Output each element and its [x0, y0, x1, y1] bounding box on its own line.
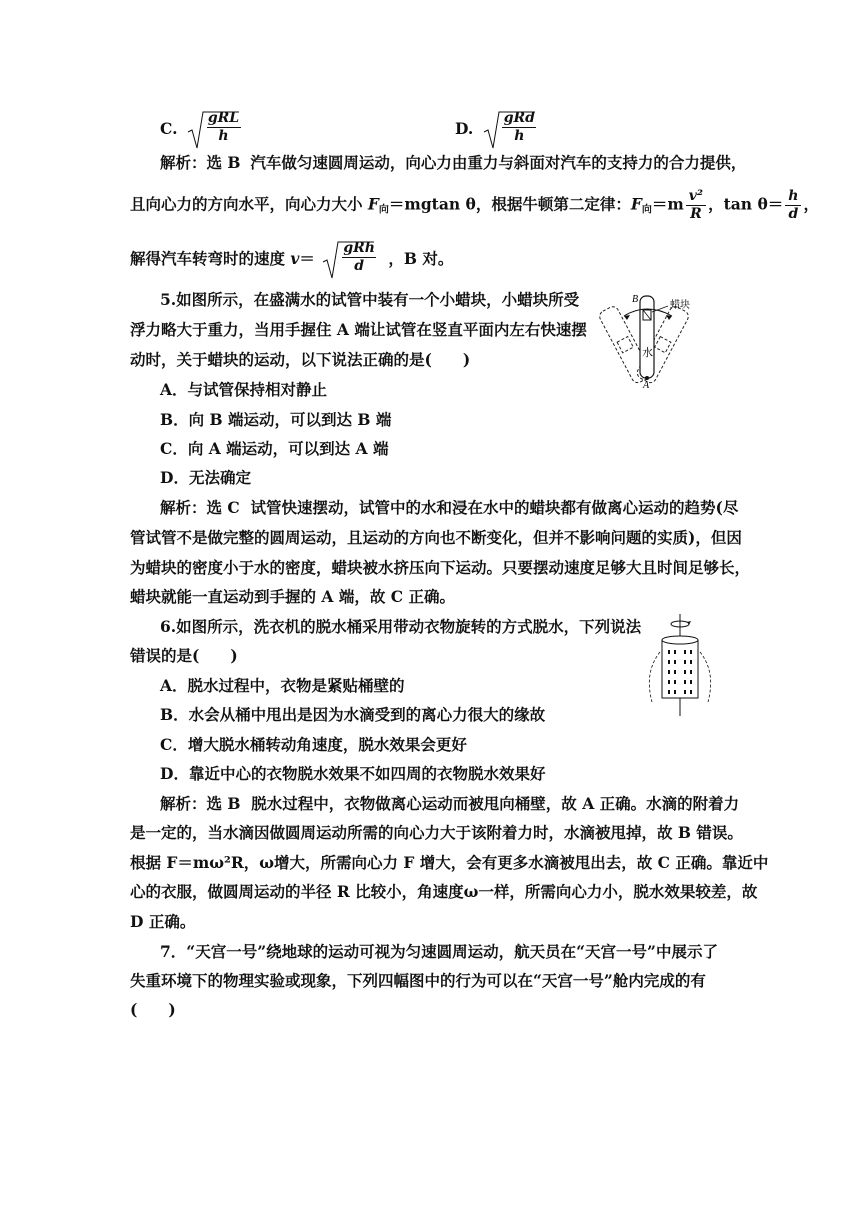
option-c-sqrt — [187, 110, 253, 150]
option-d-label: D. — [455, 119, 474, 138]
q6-stem-line-1: 6.如图所示，洗衣机的脱水桶采用带动衣物旋转的方式脱水，下列说法 — [160, 617, 642, 636]
q6-analysis-line-1 — [160, 793, 739, 815]
option-c-label: C. — [160, 119, 178, 138]
q4-sqrt-expression — [322, 240, 388, 280]
tube-end-b-label: B — [632, 294, 639, 305]
option-c — [160, 110, 253, 150]
q4-analysis-text-2a: 且向心力的方向水平，向心力大小 — [130, 194, 368, 214]
option-d — [455, 110, 549, 150]
q4-analysis-text-3b: ，B 对。 — [388, 249, 454, 268]
q5-option-a: A．与试管保持相对静止 — [160, 380, 328, 399]
q4-analysis-text-2b: ＝mgtan θ，根据牛顿第二定律： — [388, 194, 631, 214]
q4-force-symbol-2: F — [630, 194, 642, 214]
q4-analysis-text-2e: ， — [803, 194, 819, 214]
q4-sqrt-numerator: gRh — [343, 240, 375, 256]
option-c-numerator: gRL — [207, 110, 240, 126]
q5-analysis-line-3: 为蜡块的密度小于水的密度，蜡块被水挤压向下运动。只要摆动速度足够大且时间足够长， — [130, 558, 751, 577]
q7-stem-line-3: ( ) — [130, 1000, 176, 1019]
q6-stem-line-2: 错误的是( ) — [130, 646, 238, 665]
q5-analysis-text-1: 试管快速摆动，试管中的水和浸在水中的蜡块都有做离心运动的趋势(尽 — [250, 498, 739, 517]
q4-force-subscript: 向 — [378, 204, 389, 216]
q6-analysis-line-4: 心的衣服，做圆周运动的半径 R 比较小，角速度ω一样，所需向心力小，脱水效果较差，故 — [130, 882, 758, 901]
q6-option-d: D．靠近中心的衣物脱水效果不如四周的衣物脱水效果好 — [160, 764, 546, 783]
test-tube-figure — [586, 288, 721, 388]
tube-end-a-label: A — [643, 380, 650, 388]
q6-analysis-line-2: 是一定的，当水滴因做圆周运动所需的向心力大于该附着力时，水滴被甩掉，故 B 错误。 — [130, 823, 743, 842]
q4-fraction-numerator: v² — [686, 188, 706, 206]
q5-stem-line-1: 5.如图所示，在盛满水的试管中装有一个小蜡块，小蜡块所受 — [160, 290, 580, 309]
q4-analysis-answer: 解析：选 B — [160, 153, 241, 172]
q4-analysis-text-2d: ，tan θ＝ — [708, 194, 784, 214]
q5-analysis-line-4: 蜡块就能一直运动到手握的 A 端，故 C 正确。 — [130, 587, 455, 606]
spin-dryer-figure — [640, 612, 720, 717]
q4-fraction2-denominator: d — [788, 206, 799, 222]
q5-option-c: C．向 A 端运动，可以到达 A 端 — [160, 439, 389, 458]
wax-block-label: 蜡块 — [670, 300, 690, 311]
q4-fraction2-numerator: h — [785, 188, 801, 206]
q4-force-subscript-2: 向 — [641, 204, 652, 216]
q6-analysis-line-3: 根据 F＝mω²R，ω增大，所需向心力 F 增大，会有更多水滴被甩出去，故 C 正确。靠近中 — [130, 853, 769, 872]
q5-option-b: B．向 B 端运动，可以到达 B 端 — [160, 410, 392, 429]
q4-analysis-text-2c: ＝m — [651, 194, 684, 214]
q5-stem-line-3: 动时，关于蜡块的运动，以下说法正确的是( ) — [130, 350, 471, 369]
q4-velocity-symbol: v — [290, 249, 300, 268]
q4-force-symbol: F — [367, 194, 379, 214]
q4-equals-sign: ＝ — [299, 249, 315, 268]
q5-analysis-answer: 解析：选 C — [160, 498, 240, 517]
option-c-denominator: h — [218, 128, 229, 144]
option-d-denominator: h — [514, 128, 525, 144]
q6-option-a: A．脱水过程中，衣物是紧贴桶壁的 — [160, 676, 405, 695]
q7-stem-line-2: 失重环境下的物理实验或现象，下列四幅图中的行为可以在“天宫一号”舱内完成的有 — [130, 971, 706, 990]
q4-analysis-line-3 — [130, 240, 453, 280]
q6-analysis-answer: 解析：选 B — [160, 794, 241, 813]
q6-option-b: B．水会从桶中甩出是因为水滴受到的离心力很大的缘故 — [160, 705, 546, 724]
q4-analysis-text-3a: 解得汽车转弯时的速度 — [130, 249, 291, 268]
q5-option-d: D．无法确定 — [160, 468, 251, 487]
q5-stem-line-2: 浮力略大于重力，当用手握住 A 端让试管在竖直平面内左右快速摆 — [130, 320, 587, 339]
q5-analysis-line-2: 管试管不是做完整的圆周运动，且运动的方向也不断变化，但并不影响问题的实质)，但因 — [130, 528, 742, 547]
q6-analysis-line-5: D 正确。 — [130, 912, 196, 931]
q4-fraction-h-d — [785, 188, 801, 223]
q4-analysis-line-2 — [130, 188, 819, 223]
water-label: 水 — [642, 346, 653, 359]
q4-fraction-v2-r — [686, 188, 706, 223]
q7-stem-line-1: 7．“天宫一号”绕地球的运动可视为匀速圆周运动，航天员在“天宫一号”中展示了 — [160, 942, 718, 961]
option-d-numerator: gRd — [503, 110, 535, 126]
q4-analysis-text-1: 汽车做匀速圆周运动，向心力由重力与斜面对汽车的支持力的合力提供， — [250, 153, 747, 172]
q4-analysis-line-1 — [160, 152, 746, 174]
q4-sqrt-denominator: d — [354, 258, 365, 274]
q4-fraction-denominator: R — [690, 206, 702, 222]
q5-analysis-line-1 — [160, 497, 738, 519]
option-d-sqrt — [483, 110, 549, 150]
q6-analysis-text-1: 脱水过程中，衣物做离心运动而被甩向桶壁，故 A 正确。水滴的附着力 — [251, 794, 740, 813]
q6-option-c: C．增大脱水桶转动角速度，脱水效果会更好 — [160, 735, 467, 754]
